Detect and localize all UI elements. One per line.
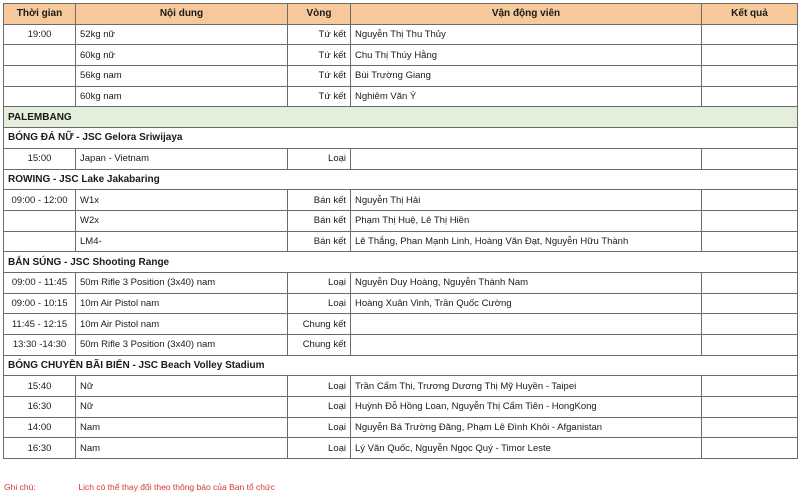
athletes-cell: Phạm Thị Huệ, Lê Thị Hiền <box>351 210 702 231</box>
footnote-label: Ghi chú: <box>4 482 36 492</box>
result-cell <box>702 66 798 87</box>
result-cell <box>702 314 798 335</box>
result-cell <box>702 148 798 169</box>
result-cell <box>702 210 798 231</box>
sport-section-label: BÓNG ĐÁ NỮ - JSC Gelora Sriwijaya <box>4 128 798 149</box>
sport-section-label: BÓNG CHUYỀN BÃI BIỂN - JSC Beach Volley Stadium <box>4 355 798 376</box>
round-cell: Loại <box>288 272 351 293</box>
result-cell <box>702 397 798 418</box>
athletes-cell: Trần Cẩm Thi, Trương Dương Thị Mỹ Huyền - Taipei <box>351 376 702 397</box>
athletes-cell: Hoàng Xuân Vinh, Trần Quốc Cường <box>351 293 702 314</box>
result-cell <box>702 272 798 293</box>
athletes-cell: Nguyễn Thị Hải <box>351 190 702 211</box>
schedule-row <box>4 335 798 356</box>
time-cell <box>4 231 76 252</box>
result-cell <box>702 438 798 459</box>
time-cell: 14:00 <box>4 417 76 438</box>
venue-label: PALEMBANG <box>4 107 798 128</box>
round-cell: Loại <box>288 417 351 438</box>
schedule-row <box>4 438 798 459</box>
schedule-row <box>4 272 798 293</box>
schedule-row <box>4 231 798 252</box>
schedule-row <box>4 397 798 418</box>
result-cell <box>702 376 798 397</box>
schedule-row <box>4 417 798 438</box>
time-cell: 15:40 <box>4 376 76 397</box>
schedule-row <box>4 45 798 66</box>
header-athletes: Vận động viên <box>351 4 702 25</box>
athletes-cell: Lê Thắng, Phan Mạnh Linh, Hoàng Văn Đạt, Nguyễn Hữu Thành <box>351 231 702 252</box>
time-cell: 09:00 - 12:00 <box>4 190 76 211</box>
header-row <box>4 4 798 25</box>
schedule-row <box>4 210 798 231</box>
round-cell: Loại <box>288 293 351 314</box>
sport-section-row <box>4 252 798 273</box>
event-cell: Nam <box>76 417 288 438</box>
result-cell <box>702 335 798 356</box>
result-cell <box>702 190 798 211</box>
event-cell: Japan - Vietnam <box>76 148 288 169</box>
time-cell: 09:00 - 11:45 <box>4 272 76 293</box>
result-cell <box>702 231 798 252</box>
schedule-row <box>4 86 798 107</box>
round-cell: Loại <box>288 397 351 418</box>
event-cell: 56kg nam <box>76 66 288 87</box>
time-cell: 15:00 <box>4 148 76 169</box>
round-cell: Bán kết <box>288 210 351 231</box>
result-cell <box>702 293 798 314</box>
header-time: Thời gian <box>4 4 76 25</box>
time-cell <box>4 210 76 231</box>
athletes-cell: Lý Văn Quốc, Nguyễn Ngọc Quý - Timor Leste <box>351 438 702 459</box>
athletes-cell: Nguyễn Bá Trường Đăng, Phạm Lê Đình Khôi - Afganistan <box>351 417 702 438</box>
round-cell: Loại <box>288 438 351 459</box>
schedule-row <box>4 293 798 314</box>
event-cell: Nữ <box>76 397 288 418</box>
round-cell: Chung kết <box>288 314 351 335</box>
time-cell: 13:30 -14:30 <box>4 335 76 356</box>
round-cell: Tứ kết <box>288 66 351 87</box>
round-cell: Bán kết <box>288 231 351 252</box>
event-cell: W1x <box>76 190 288 211</box>
event-cell: Nữ <box>76 376 288 397</box>
event-cell: Nam <box>76 438 288 459</box>
schedule-row <box>4 376 798 397</box>
time-cell: 11:45 - 12:15 <box>4 314 76 335</box>
event-cell: 60kg nữ <box>76 45 288 66</box>
schedule-body <box>4 24 798 458</box>
time-cell <box>4 66 76 87</box>
result-cell <box>702 45 798 66</box>
event-cell: 10m Air Pistol nam <box>76 293 288 314</box>
athletes-cell: Nguyễn Duy Hoàng, Nguyễn Thành Nam <box>351 272 702 293</box>
round-cell: Chung kết <box>288 335 351 356</box>
athletes-cell: Chu Thị Thúy Hằng <box>351 45 702 66</box>
time-cell <box>4 86 76 107</box>
sport-section-label: BẮN SÚNG - JSC Shooting Range <box>4 252 798 273</box>
schedule-row <box>4 24 798 45</box>
sport-section-label: ROWING - JSC Lake Jakabaring <box>4 169 798 190</box>
venue-row <box>4 107 798 128</box>
sport-section-row <box>4 169 798 190</box>
header-result: Kết quả <box>702 4 798 25</box>
round-cell: Loại <box>288 376 351 397</box>
header-event: Nội dung <box>76 4 288 25</box>
athletes-cell: Nguyễn Thị Thu Thủy <box>351 24 702 45</box>
result-cell <box>702 86 798 107</box>
round-cell: Tứ kết <box>288 86 351 107</box>
schedule-row <box>4 314 798 335</box>
header-round: Vòng <box>288 4 351 25</box>
round-cell: Tứ kết <box>288 24 351 45</box>
schedule-row <box>4 190 798 211</box>
schedule-row <box>4 148 798 169</box>
time-cell: 19:00 <box>4 24 76 45</box>
sport-section-row <box>4 128 798 149</box>
time-cell: 16:30 <box>4 397 76 418</box>
footnote-text: Lịch có thể thay đổi theo thông báo của Ban tổ chức <box>78 482 275 492</box>
event-cell: 52kg nữ <box>76 24 288 45</box>
event-cell: 10m Air Pistol nam <box>76 314 288 335</box>
athletes-cell <box>351 148 702 169</box>
event-cell: 60kg nam <box>76 86 288 107</box>
time-cell: 16:30 <box>4 438 76 459</box>
footnote <box>4 482 275 492</box>
result-cell <box>702 417 798 438</box>
athletes-cell: Huỳnh Đỗ Hồng Loan, Nguyễn Thị Cẩm Tiên - HongKong <box>351 397 702 418</box>
event-cell: 50m Rifle 3 Position (3x40) nam <box>76 272 288 293</box>
event-cell: 50m Rifle 3 Position (3x40) nam <box>76 335 288 356</box>
schedule-table <box>3 3 798 459</box>
round-cell: Bán kết <box>288 190 351 211</box>
time-cell: 09:00 - 10:15 <box>4 293 76 314</box>
result-cell <box>702 24 798 45</box>
schedule-row <box>4 66 798 87</box>
time-cell <box>4 45 76 66</box>
round-cell: Tứ kết <box>288 45 351 66</box>
athletes-cell <box>351 335 702 356</box>
athletes-cell: Bùi Trường Giang <box>351 66 702 87</box>
sport-section-row <box>4 355 798 376</box>
event-cell: LM4- <box>76 231 288 252</box>
round-cell: Loại <box>288 148 351 169</box>
athletes-cell <box>351 314 702 335</box>
event-cell: W2x <box>76 210 288 231</box>
athletes-cell: Nghiêm Văn Ý <box>351 86 702 107</box>
